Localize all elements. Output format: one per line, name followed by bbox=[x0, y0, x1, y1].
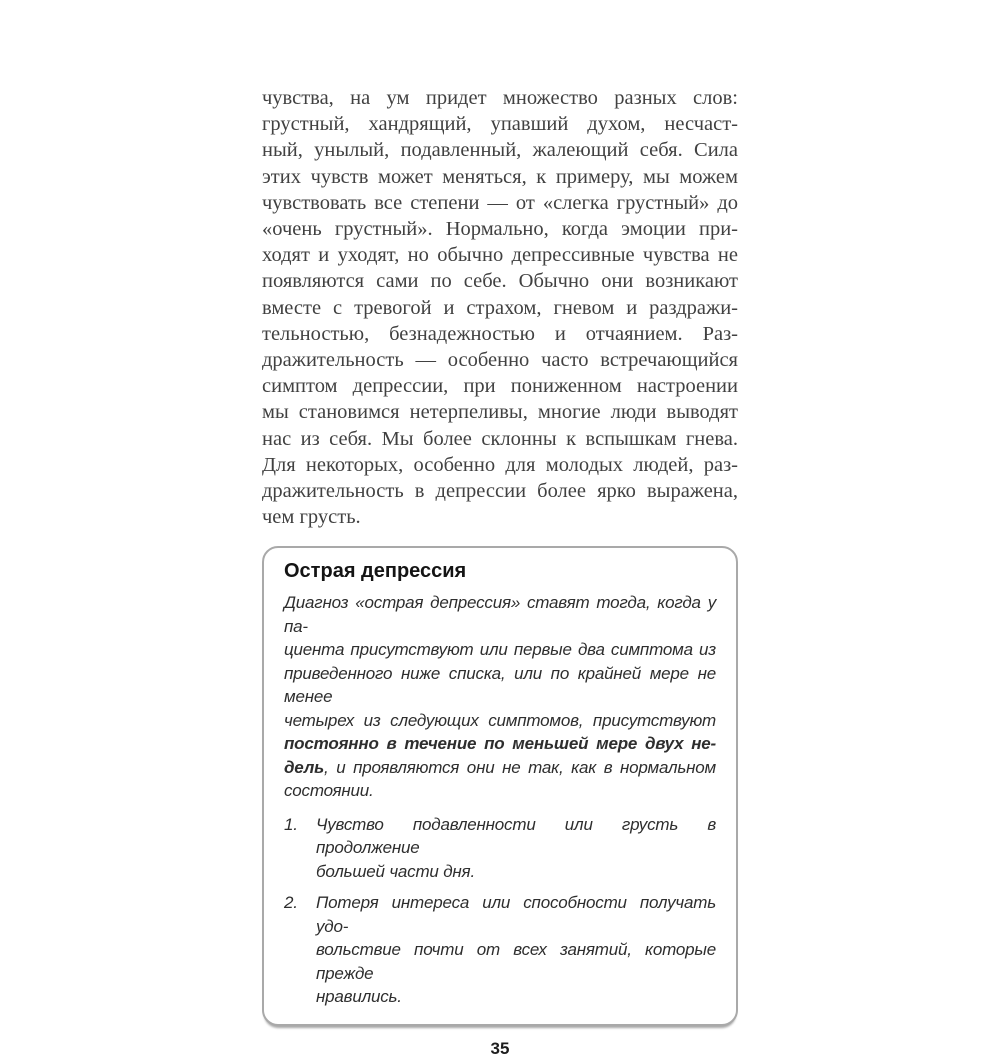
text-line: дель, и проявляются они не так, как в нормальном bbox=[284, 757, 716, 777]
acute-depression-box bbox=[262, 546, 738, 1026]
text-line: нас из себя. Мы более склонны к вспышкам гнева. bbox=[262, 427, 738, 450]
text-line: вольствие почти от всех занятий, которые прежде bbox=[316, 940, 716, 983]
text-line: большей части дня. bbox=[316, 861, 475, 881]
list-item-number: 2. bbox=[284, 893, 298, 913]
text-line: Диагноз «острая депрессия» ставят тогда, когда у па- bbox=[284, 593, 716, 636]
body-paragraph bbox=[262, 85, 738, 530]
text-line: приведенного ниже списка, или по крайней мере не менее bbox=[284, 663, 716, 707]
box-title: Острая депрессия bbox=[284, 560, 467, 583]
page-content-column bbox=[262, 0, 738, 1059]
text-line: чувства, на ум придет множество разных слов: bbox=[262, 87, 738, 109]
text-line: тельностью, безнадежностью и отчаянием. Раз- bbox=[262, 322, 738, 345]
symptom-list bbox=[284, 813, 716, 1009]
page-number: 35 bbox=[490, 1038, 510, 1058]
text-line: состоянии. bbox=[284, 781, 374, 801]
text-line: ходят и уходят, но обычно депрессивные чувства не bbox=[262, 244, 738, 267]
text-line: «очень грустный». Нормально, когда эмоции при- bbox=[262, 218, 738, 241]
text-line: четырех из следующих симптомов, присутствуют bbox=[284, 710, 716, 730]
text-line: появляются сами по себе. Обычно они возникают bbox=[262, 270, 738, 293]
text-line: вместе с тревогой и страхом, гневом и раздражи- bbox=[262, 296, 738, 319]
text-line: постоянно в течение по меньшей мере двух не- bbox=[284, 734, 716, 754]
text-line: ный, унылый, подавленный, жалеющий себя. Сила bbox=[262, 139, 738, 162]
text-line: чувствовать все степени — от «слегка грустный» до bbox=[262, 191, 738, 214]
text-line: симптом депрессии, при пониженном настроении bbox=[262, 375, 738, 398]
text-line: циента присутствуют или первые два симптома из bbox=[284, 640, 716, 660]
text-line: Чувство подавленности или грусть в продолжение bbox=[316, 814, 716, 858]
text-line: чем грусть. bbox=[262, 506, 361, 529]
list-item-number: 1. bbox=[284, 814, 298, 834]
text-line: мы становимся нетерпеливы, многие люди выводят bbox=[262, 401, 738, 424]
text-line: нравились. bbox=[316, 987, 402, 1007]
list-item bbox=[284, 891, 716, 1009]
list-item bbox=[284, 813, 716, 884]
text-line: этих чувств может меняться, к примеру, мы можем bbox=[262, 165, 738, 188]
text-line: Для некоторых, особенно для молодых людей, раз- bbox=[262, 453, 738, 476]
list-item-text bbox=[316, 813, 716, 884]
text-line: грустный, хандрящий, упавший духом, несчаст- bbox=[262, 113, 738, 136]
list-item-text bbox=[316, 891, 716, 1009]
text-line: дражительность — особенно часто встречающийся bbox=[262, 349, 738, 372]
text-line: дражительность в депрессии более ярко выражена, bbox=[262, 480, 738, 503]
box-paragraph bbox=[284, 591, 716, 803]
text-line: Потеря интереса или способности получать удо- bbox=[316, 893, 716, 936]
